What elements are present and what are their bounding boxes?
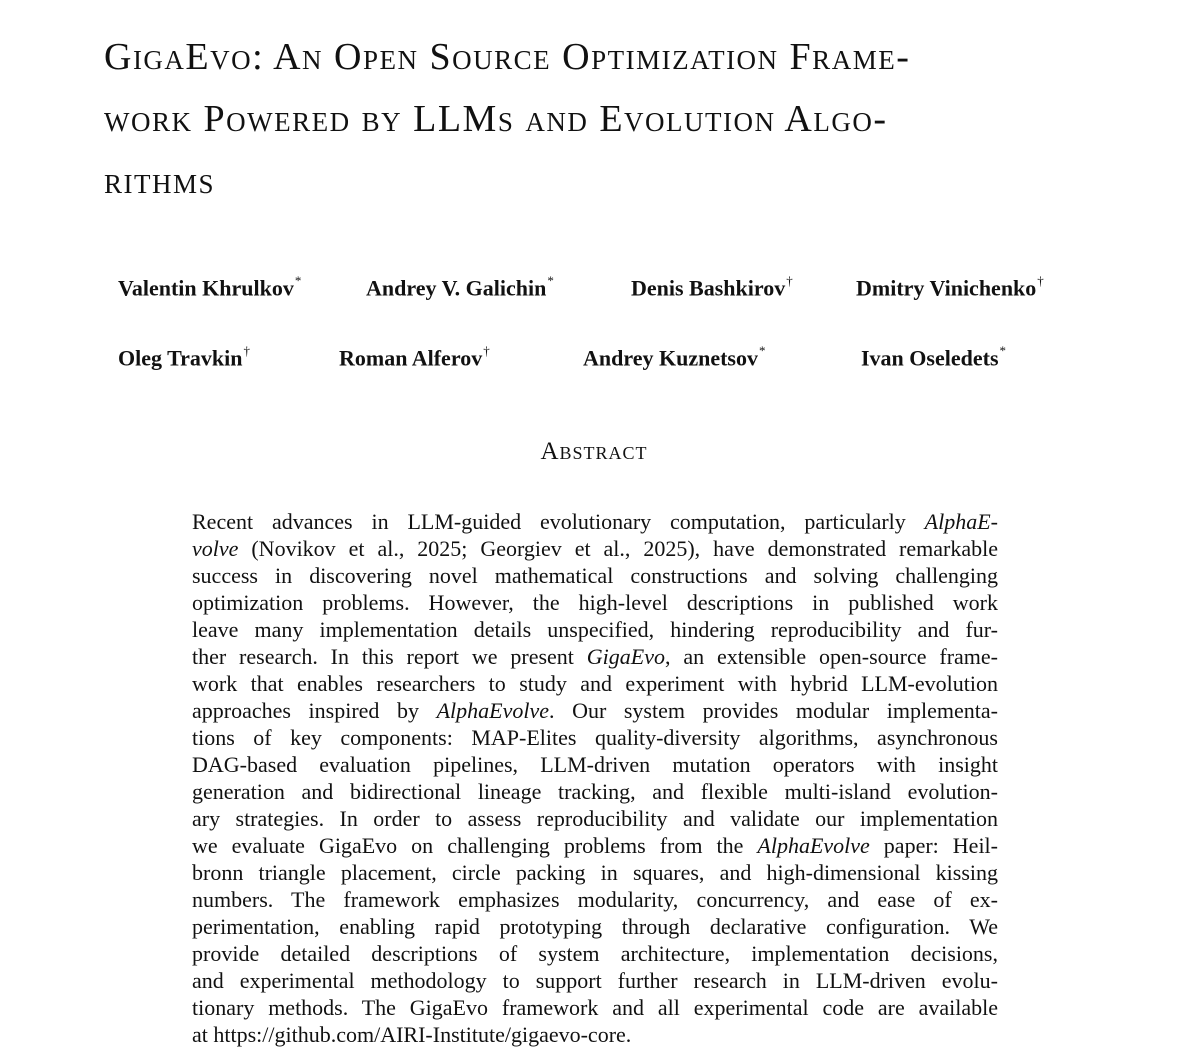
- affiliation-mark: *: [547, 273, 554, 288]
- affiliation-mark: †: [786, 273, 793, 288]
- title-line-3: rithms: [104, 160, 216, 202]
- abstract-body: [192, 508, 998, 1048]
- abstract-line: [192, 994, 998, 1021]
- author-name: Dmitry Vinichenko: [856, 275, 1037, 301]
- abstract-italic-term: AlphaEvolve: [757, 833, 870, 858]
- author-name: Valentin Khrulkov: [118, 275, 294, 301]
- abstract-italic-term: AlphaE-: [924, 509, 998, 534]
- abstract-text: ary strategies. In order to assess reproducibility and validate our implementation: [192, 806, 998, 831]
- abstract-text: numbers. The framework emphasizes modularity, concurrency, and ease of ex-: [192, 887, 998, 912]
- abstract-line: [192, 697, 998, 724]
- abstract-text: bronn triangle placement, circle packing in squares, and high-dimensional kissing: [192, 860, 998, 885]
- title-line-2: work Powered by LLMs and Evolution Algo-: [104, 98, 888, 140]
- author: [339, 340, 490, 371]
- author-name: Andrey V. Galichin: [366, 275, 547, 301]
- author: [631, 270, 793, 301]
- abstract-text: optimization problems. However, the high-level descriptions in published work: [192, 590, 998, 615]
- abstract-line: [192, 832, 998, 859]
- abstract-italic-term: GigaEvo: [586, 644, 665, 669]
- abstract-text: DAG-based evaluation pipelines, LLM-driven mutation operators with insight: [192, 752, 998, 777]
- author: [366, 270, 554, 301]
- abstract-text: and experimental methodology to support further research in LLM-driven evolu-: [192, 968, 998, 993]
- author-name: Oleg Travkin: [118, 345, 243, 371]
- abstract-line: [192, 913, 998, 940]
- abstract-line: [192, 643, 998, 670]
- abstract-text: , an extensible open-source frame-: [664, 644, 998, 669]
- abstract-text: perimentation, enabling rapid prototyping through declarative configuration. We: [192, 914, 998, 939]
- abstract-text: work that enables researchers to study and experiment with hybrid LLM-evolution: [192, 671, 998, 696]
- author-name: Andrey Kuznetsov: [583, 345, 758, 371]
- abstract-text: success in discovering novel mathematical constructions and solving challenging: [192, 563, 998, 588]
- author: [856, 270, 1044, 301]
- author: [583, 340, 766, 371]
- abstract-line: [192, 589, 998, 616]
- abstract-line: [192, 670, 998, 697]
- abstract-line: [192, 967, 998, 994]
- abstract-line: [192, 724, 998, 751]
- affiliation-mark: *: [759, 343, 766, 358]
- abstract-line: [192, 562, 998, 589]
- author-list: [0, 0, 1200, 400]
- abstract-line: [192, 616, 998, 643]
- author-name: Denis Bashkirov: [631, 275, 786, 301]
- affiliation-mark: *: [294, 273, 302, 288]
- author-name: Ivan Oseledets: [861, 345, 999, 371]
- author: [118, 340, 250, 371]
- affiliation-mark: †: [243, 343, 250, 358]
- abstract-line: [192, 751, 998, 778]
- abstract-text: paper: Heil-: [869, 833, 998, 858]
- author-name: Roman Alferov: [339, 345, 483, 371]
- abstract-text: leave many implementation details unspecified, hindering reproducibility and fur-: [192, 617, 998, 642]
- abstract-text: provide detailed descriptions of system architecture, implementation decisions,: [192, 941, 998, 966]
- title-line-1: GigaEvo: An Open Source Optimization Frame-: [104, 36, 911, 78]
- abstract-line: [192, 535, 998, 562]
- affiliation-mark: †: [483, 343, 490, 358]
- abstract-italic-term: volve: [192, 536, 239, 561]
- abstract-text: approaches inspired by: [192, 698, 437, 723]
- abstract-text: tions of key components: MAP-Elites quality-diversity algorithms, asynchronous: [192, 725, 998, 750]
- abstract-line: [192, 859, 998, 886]
- abstract-line: [192, 1021, 998, 1048]
- author: [118, 270, 301, 301]
- abstract-text: ther research. In this report we present: [192, 644, 587, 669]
- abstract-heading: Abstract: [540, 438, 648, 465]
- affiliation-mark: †: [1037, 273, 1044, 288]
- abstract-line: [192, 940, 998, 967]
- author: [861, 340, 1006, 371]
- abstract-text: at https://github.com/AIRI-Institute/gigaevo-core.: [192, 1022, 632, 1047]
- abstract-line: [192, 805, 998, 832]
- abstract-text: (Novikov et al., 2025; Georgiev et al., 2025), have demonstrated remarkable: [238, 536, 998, 561]
- affiliation-mark: *: [999, 343, 1006, 358]
- abstract-text: tionary methods. The GigaEvo framework and all experimental code are available: [192, 995, 998, 1020]
- abstract-line: [192, 778, 998, 805]
- abstract-italic-term: AlphaEvolve: [436, 698, 549, 723]
- abstract-line: [192, 508, 998, 535]
- abstract-text: we evaluate GigaEvo on challenging problems from the: [192, 833, 758, 858]
- abstract-line: [192, 886, 998, 913]
- abstract-text: Recent advances in LLM-guided evolutionary computation, particularly: [192, 509, 925, 534]
- abstract-text: . Our system provides modular implementa-: [548, 698, 998, 723]
- abstract-text: generation and bidirectional lineage tracking, and flexible multi-island evolution-: [192, 779, 998, 804]
